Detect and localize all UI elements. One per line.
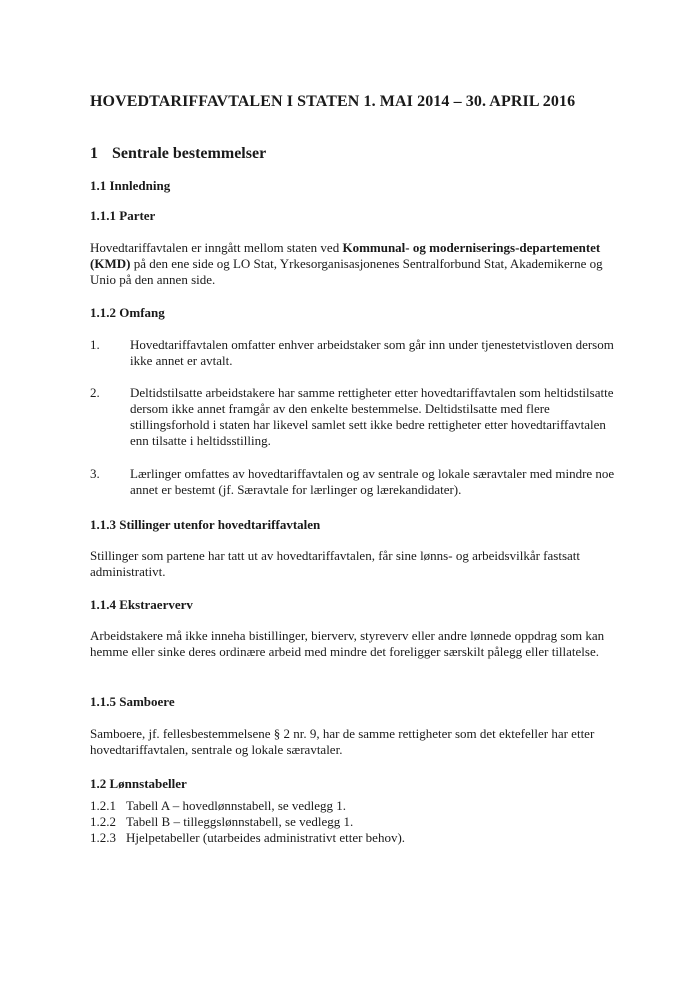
- paragraph-samboere: Samboere, jf. fellesbestemmelsene § 2 nr. 9, har de samme rettigheter som det ektefeller har etter hovedtariffavtalen, sentrale og lokale særavtaler.: [90, 726, 595, 757]
- list-item-text: Tabell A – hovedlønnstabell, se vedlegg 1.: [126, 798, 347, 813]
- subsection-heading-lonnstabeller: 1.2 Lønnstabeller: [90, 776, 187, 791]
- section-number: 1: [90, 145, 98, 162]
- lonnstabeller-list: [90, 798, 405, 846]
- parter-text-post: på den ene side og LO Stat, Yrkesorganisasjonenes Sentralforbund Stat, Akademikerne og Unio på den annen side.: [90, 256, 603, 287]
- section-title: Sentrale bestemmelser: [112, 145, 267, 162]
- parter-text-bold: Kommunal- og moderniserings-departementet (KMD): [90, 240, 601, 271]
- subsection-heading-innledning: 1.1 Innledning: [90, 178, 171, 193]
- subsection-heading-samboere: 1.1.5 Samboere: [90, 694, 175, 709]
- paragraph-stillinger: Stillinger som partene har tatt ut av hovedtariffavtalen, får sine lønns- og arbeidsvilkår fastsatt administrativt.: [90, 548, 581, 579]
- list-item: [90, 814, 405, 830]
- paragraph-ekstraerverv: Arbeidstakere må ikke inneha bistillinger, bierverv, styreverv eller andre lønnede oppdrag som kan hemme eller sinke deres ordinære arbeid med mindre det foreligger særskilt pålegg eller tillatelse.: [90, 628, 605, 659]
- list-item-text: Hovedtariffavtalen omfatter enhver arbeidstaker som går inn under tjenestetvistloven dersom ikke annet er avtalt.: [130, 337, 614, 368]
- list-item-text: Tabell B – tilleggslønnstabell, se vedlegg 1.: [126, 814, 354, 829]
- subsection-heading-ekstraerverv: 1.1.4 Ekstraerverv: [90, 597, 193, 612]
- document-title: HOVEDTARIFFAVTALEN I STATEN 1. MAI 2014 – 30. APRIL 2016: [90, 93, 576, 110]
- list-item-text: Lærlinger omfattes av hovedtariffavtalen og av sentrale og lokale særavtaler med mindre noe annet er bestemt (jf. Særavtale for lærlinger og lærekandidater).: [130, 466, 615, 497]
- subsection-heading-parter: 1.1.1 Parter: [90, 208, 156, 223]
- list-item: [90, 798, 405, 814]
- subsection-heading-stillinger: 1.1.3 Stillinger utenfor hovedtariffavtalen: [90, 517, 321, 532]
- list-item-number: 1.2.1: [90, 798, 116, 813]
- list-item-text: Deltidstilsatte arbeidstakere har samme rettigheter etter hovedtariffavtalen som heltidstilsatte dersom ikke annet framgår av den enkelte bestemmelse. Deltidstilsatte med flere stillingsforhold i staten har likevel samlet sett ikke bedre rettigheter etter hovedtariffavtalen enn tilsatte i heltidsstilling.: [130, 385, 614, 448]
- parter-text-pre: Hovedtariffavtalen er inngått mellom staten ved: [90, 240, 343, 255]
- list-item-number: 1.2.2: [90, 814, 116, 829]
- list-item: [90, 830, 405, 846]
- list-item-omfang-2: [90, 385, 620, 449]
- section-heading: [90, 145, 266, 163]
- list-item-number: 3.: [90, 466, 100, 481]
- subsection-heading-omfang: 1.1.2 Omfang: [90, 305, 165, 320]
- list-item-number: 1.2.3: [90, 830, 116, 845]
- list-item-omfang-1: [90, 337, 620, 369]
- list-item-text: Hjelpetabeller (utarbeides administrativt etter behov).: [126, 830, 406, 845]
- list-item-number: 2.: [90, 385, 100, 400]
- list-item-omfang-3: [90, 466, 620, 498]
- list-item-number: 1.: [90, 337, 100, 352]
- paragraph-parter: [90, 240, 615, 288]
